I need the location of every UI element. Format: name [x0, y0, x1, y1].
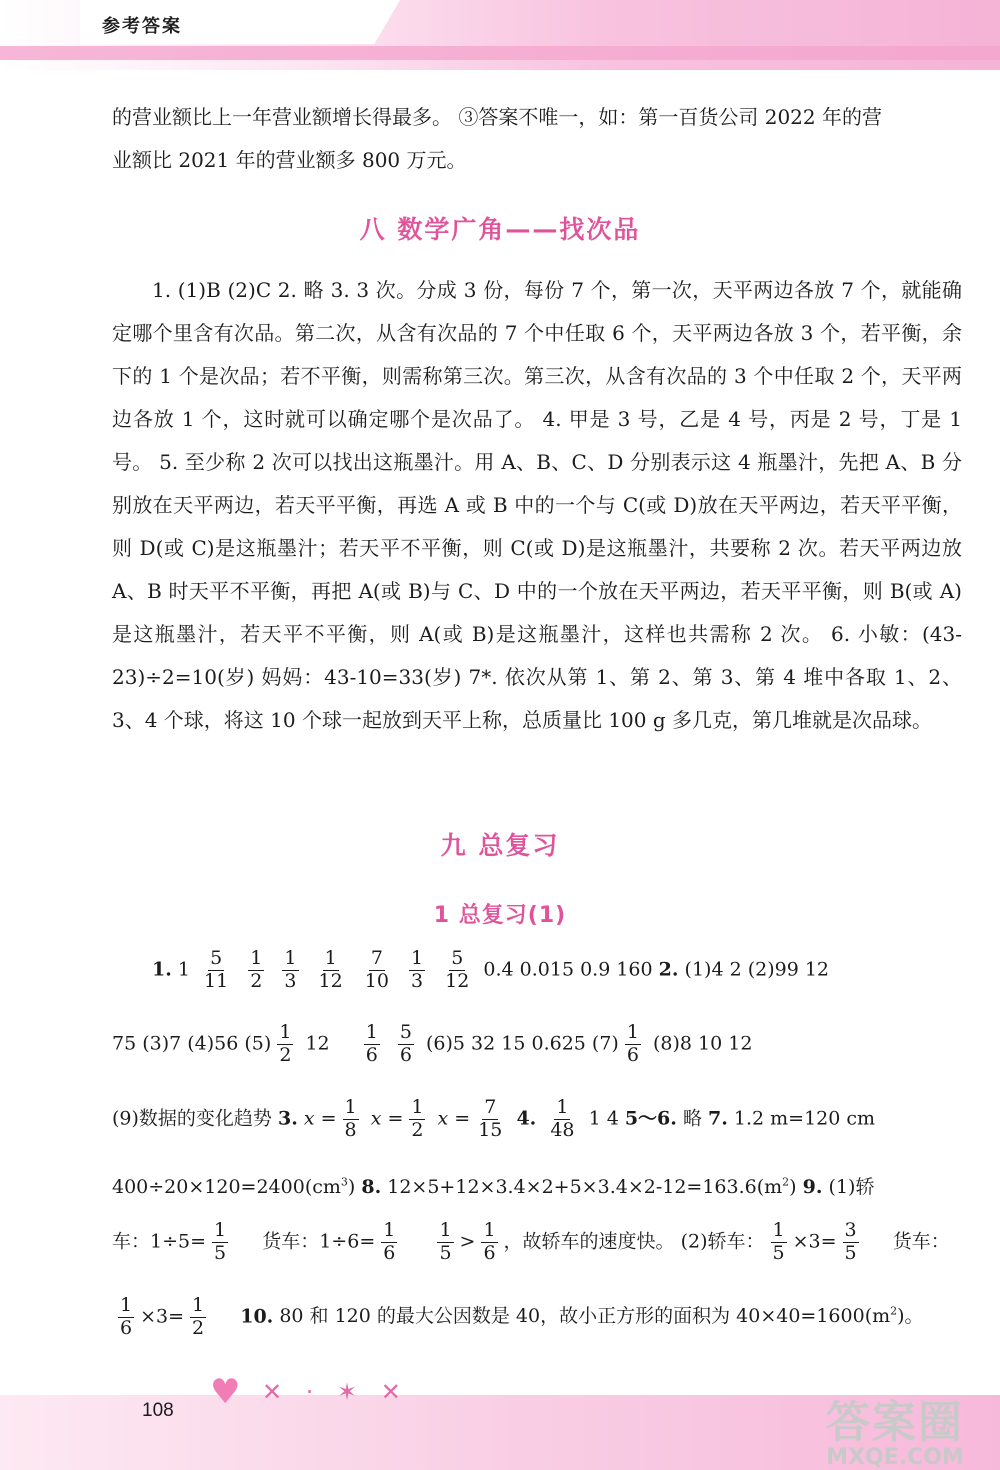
fraction: $\frac{7}{15}$ — [478, 1096, 503, 1141]
fraction: $\frac{1}{3}$ — [284, 947, 297, 992]
answer-formula: $12\times 5+12\times 3.4\times 2+5\times 3.4\times 2-12=163.6(m^2)$ — [387, 1175, 797, 1198]
review-line-3 — [112, 1097, 972, 1142]
variable-label: x = — [437, 1107, 471, 1130]
review-line-5 — [112, 1220, 972, 1265]
question-number: 2. — [658, 958, 679, 981]
fraction: $\frac{1}{5}$ — [772, 1219, 785, 1264]
fraction: $\frac{1}{12}$ — [318, 947, 343, 992]
page-number: 108 — [142, 1400, 174, 1421]
fraction: $\frac{1}{6}$ — [383, 1219, 396, 1264]
answer-text: 货车：1÷6= — [262, 1230, 376, 1253]
fraction: $\frac{1}{5}$ — [214, 1219, 227, 1264]
question-number: 5～6. — [624, 1107, 677, 1130]
answer-values: (6)5 32 15 0.625 (7) — [426, 1032, 619, 1055]
answer-value: 12 — [305, 1032, 330, 1055]
heart-icon: ♥ — [210, 1372, 241, 1412]
fraction: $\frac{7}{10}$ — [364, 947, 389, 992]
answer-values: (1)4 2 (2)99 12 — [684, 958, 830, 981]
review-line-6 — [112, 1295, 972, 1340]
review-line-4 — [112, 1172, 972, 1199]
comparison-sign: > — [459, 1230, 476, 1253]
watermark — [810, 1397, 980, 1470]
operator: ×3= — [140, 1305, 185, 1328]
question-number: 3. — [277, 1107, 298, 1130]
review-line-1 — [152, 948, 1000, 993]
fraction: $\frac{1}{2}$ — [250, 947, 263, 992]
fraction: $\frac{1}{48}$ — [550, 1096, 575, 1141]
answer-text: 车：1÷5= — [112, 1230, 207, 1253]
answer-formula: 80 和 120 的最大公因数是 40，故小正方形的面积为 $40\times 40=1600(m^2)$。 — [279, 1305, 924, 1328]
fraction: $\frac{1}{8}$ — [344, 1096, 357, 1141]
section-9-title: 九 总复习 — [440, 831, 560, 860]
answer-value: 1 — [177, 958, 190, 981]
answer-text: 货车： — [892, 1230, 950, 1253]
fraction: $\frac{1}{2}$ — [279, 1021, 292, 1066]
fraction: $\frac{5}{11}$ — [204, 947, 229, 992]
decorative-doodle-icon: ✕ · ✶ ✕ — [262, 1378, 409, 1406]
answer-text: ，故轿车的速度快。 (2)轿车： — [503, 1230, 765, 1253]
fraction: $\frac{1}{6}$ — [483, 1219, 496, 1264]
section-8-title: 八 数学广角——找次品 — [359, 215, 641, 244]
variable-label: x = — [303, 1107, 337, 1130]
variable-label: x = — [370, 1107, 404, 1130]
header-title: 参考答案 — [102, 16, 182, 37]
watermark-url: MXQE.COM — [826, 1445, 964, 1470]
fraction: $\frac{5}{6}$ — [399, 1021, 412, 1066]
answer-text: 略 — [682, 1107, 702, 1130]
answer-values: 0.4 0.015 0.9 160 — [483, 958, 653, 981]
question-number: 8. — [361, 1176, 382, 1198]
fraction: $\frac{1}{2}$ — [411, 1096, 424, 1141]
fraction: $\frac{3}{5}$ — [844, 1219, 857, 1264]
answer-values: 1 4 — [588, 1107, 619, 1130]
question-number: 7. — [708, 1107, 728, 1130]
fraction: $\frac{1}{5}$ — [439, 1219, 452, 1264]
answer-values: 75 (3)7 (4)56 (5) — [112, 1032, 272, 1055]
question-number: 4. — [516, 1107, 537, 1130]
question-number: 9. — [802, 1176, 823, 1198]
question-number: 1. — [152, 958, 172, 981]
fraction: $\frac{1}{3}$ — [411, 947, 424, 992]
review-line-2 — [112, 1022, 972, 1067]
fraction: $\frac{1}{6}$ — [120, 1294, 133, 1339]
intro-paragraph — [112, 96, 962, 182]
section-9-subtitle: 1 总复习(1) — [433, 903, 567, 928]
fraction: $\frac{1}{2}$ — [192, 1294, 205, 1339]
watermark-logo: 答案圈 — [826, 1397, 964, 1448]
answer-text: (9)数据的变化趋势 — [112, 1107, 272, 1130]
answer-text: (1)轿 — [828, 1176, 875, 1198]
answer-formula: $400\div 20\times 120=2400(cm^3)$ — [112, 1175, 356, 1198]
fraction: $\frac{1}{6}$ — [626, 1021, 639, 1066]
operator: ×3= — [792, 1230, 837, 1253]
fraction: $\frac{1}{6}$ — [365, 1021, 378, 1066]
header-stripe — [0, 46, 1000, 60]
answer-values: (8)8 10 12 — [652, 1032, 753, 1055]
intro-line-2: 业额比 2021 年的营业额多 800 万元。 — [112, 148, 467, 172]
question-number: 10. — [240, 1305, 274, 1328]
section-8-answers: 1. (1)B (2)C 2. 略 3. 3 次。分成 3 份，每份 7 个，第一次，天平两边各放 7 个，就能确定哪个里含有次品。第二次，从含有次品的 7 个中任取 6 个，天平两边各放 3 个，若平衡，余下的 1 个是次品；若不平衡，则需称第三次。第三次，从含有次品的 3 个中任取 2 个，天平两边各放 1 个，这时就可以确定哪个是次品了。 4. 甲是 3 号，乙是 4 号，丙是 2 号，丁是 1 号。 5. 至少称 2 次可以找出这瓶墨汁。用 A、B、C、D 分别表示这 4 瓶墨汁，先把 A、B 分别放在天平两边，若天平平衡，再选 A 或 B 中的一个与 C(或 D)放在天平两边，若天平平衡，则 D(或 C)是这瓶墨汁；若天平不平衡，则 C(或 D)是这瓶墨汁，共要称 2 次。若天平两边放 A、B 时天平不平衡，再把 A(或 B)与 C、D 中的一个放在天平两边，若天平平衡，则 B(或 A)是这瓶墨汁，若天平不平衡，则 A(或 B)是这瓶墨汁，这样也共需称 2 次。 6. 小敏：(43-23)÷2=10(岁) 妈妈：43-10=33(岁) 7*. 依次从第 1、第 2、第 3、第 4 堆中各取 1、2、3、4 个球，将这 10 个球一起放到天平上称，总质量比 100 g 多几克，第几堆就是次品球。 — [112, 278, 962, 732]
intro-line-1: 的营业额比上一年营业额增长得最多。 ③答案不唯一，如：第一百货公司 2022 年的营 — [112, 105, 882, 129]
fraction: $\frac{5}{12}$ — [445, 947, 470, 992]
answer-values: 1.2 m=120 cm — [733, 1107, 876, 1130]
